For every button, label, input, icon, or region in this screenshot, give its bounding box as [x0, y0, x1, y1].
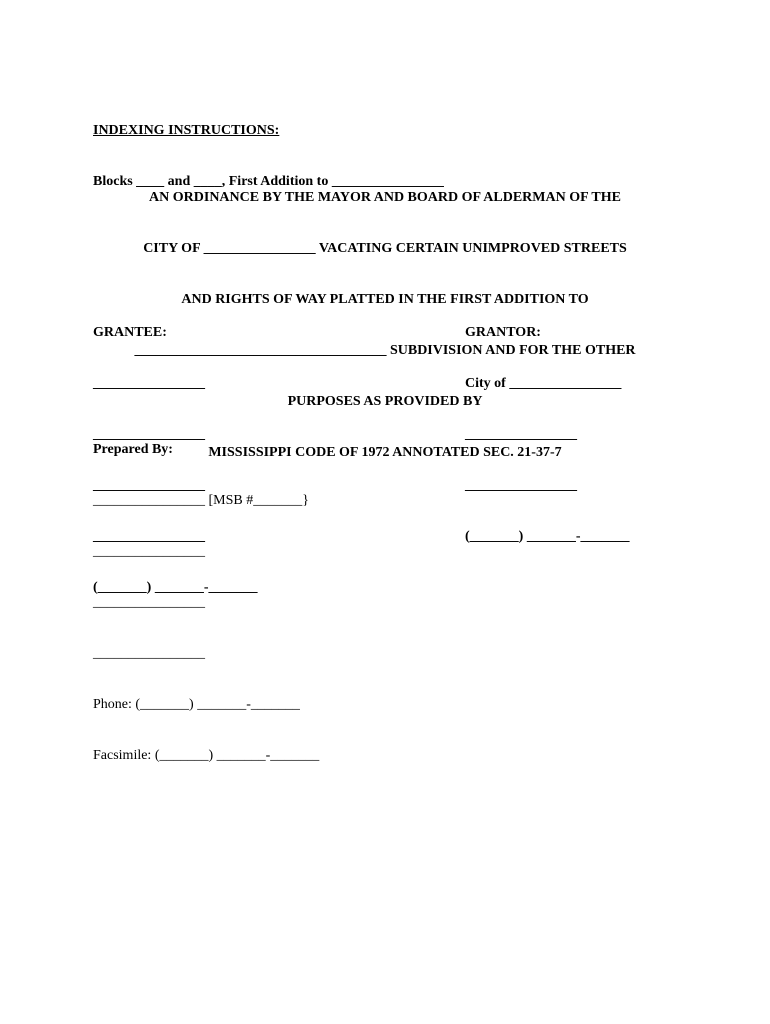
blocks-line: Blocks ____ and ____, First Addition to ________________: [93, 174, 444, 189]
grantor-line: ________________: [465, 478, 577, 493]
prepared-by-block: [93, 407, 319, 798]
prepared-by-facsimile: Facsimile: (_______) _______-_______: [93, 748, 320, 763]
ordinance-line: AN ORDINANCE BY THE MAYOR AND BOARD OF ALDERMAN OF THE: [149, 190, 621, 205]
grantor-city-line: City of ________________: [465, 376, 622, 391]
grantor-line: ________________: [465, 427, 577, 442]
grantee-phone: (_______) _______-_______: [93, 580, 258, 595]
ordinance-line: AND RIGHTS OF WAY PLATTED IN THE FIRST ADDITION TO: [181, 292, 589, 307]
grantee-heading: GRANTEE:: [93, 325, 167, 340]
ordinance-line: CITY OF ________________ VACATING CERTAIN UNIMPROVED STREETS: [143, 241, 627, 256]
grantor-heading: GRANTOR:: [465, 325, 541, 340]
grantor-phone: (_______) _______-_______: [465, 529, 630, 544]
ordinance-line: MISSISSIPPI CODE OF 1972 ANNOTATED SEC. 21-37-7: [208, 445, 562, 460]
grantor-block: [465, 290, 630, 579]
prepared-by-line: ________________: [93, 544, 205, 559]
grantee-line: ________________: [93, 478, 205, 493]
grantee-line: ________________: [93, 376, 205, 391]
prepared-by-line: ________________: [93, 646, 205, 661]
ordinance-line: PURPOSES AS PROVIDED BY: [287, 394, 483, 409]
prepared-by-heading: Prepared By:: [93, 442, 173, 457]
prepared-by-line: ________________: [93, 595, 205, 610]
prepared-by-msb-line: ________________ [MSB #_______}: [93, 493, 309, 508]
grantee-line: ________________: [93, 529, 205, 544]
grantee-line: ________________: [93, 427, 205, 442]
prepared-by-phone: Phone: (_______) _______-_______: [93, 697, 300, 712]
indexing-heading: INDEXING INSTRUCTIONS:: [93, 123, 280, 138]
ordinance-line: ____________________________________ SUBDIVISION AND FOR THE OTHER: [134, 343, 636, 358]
